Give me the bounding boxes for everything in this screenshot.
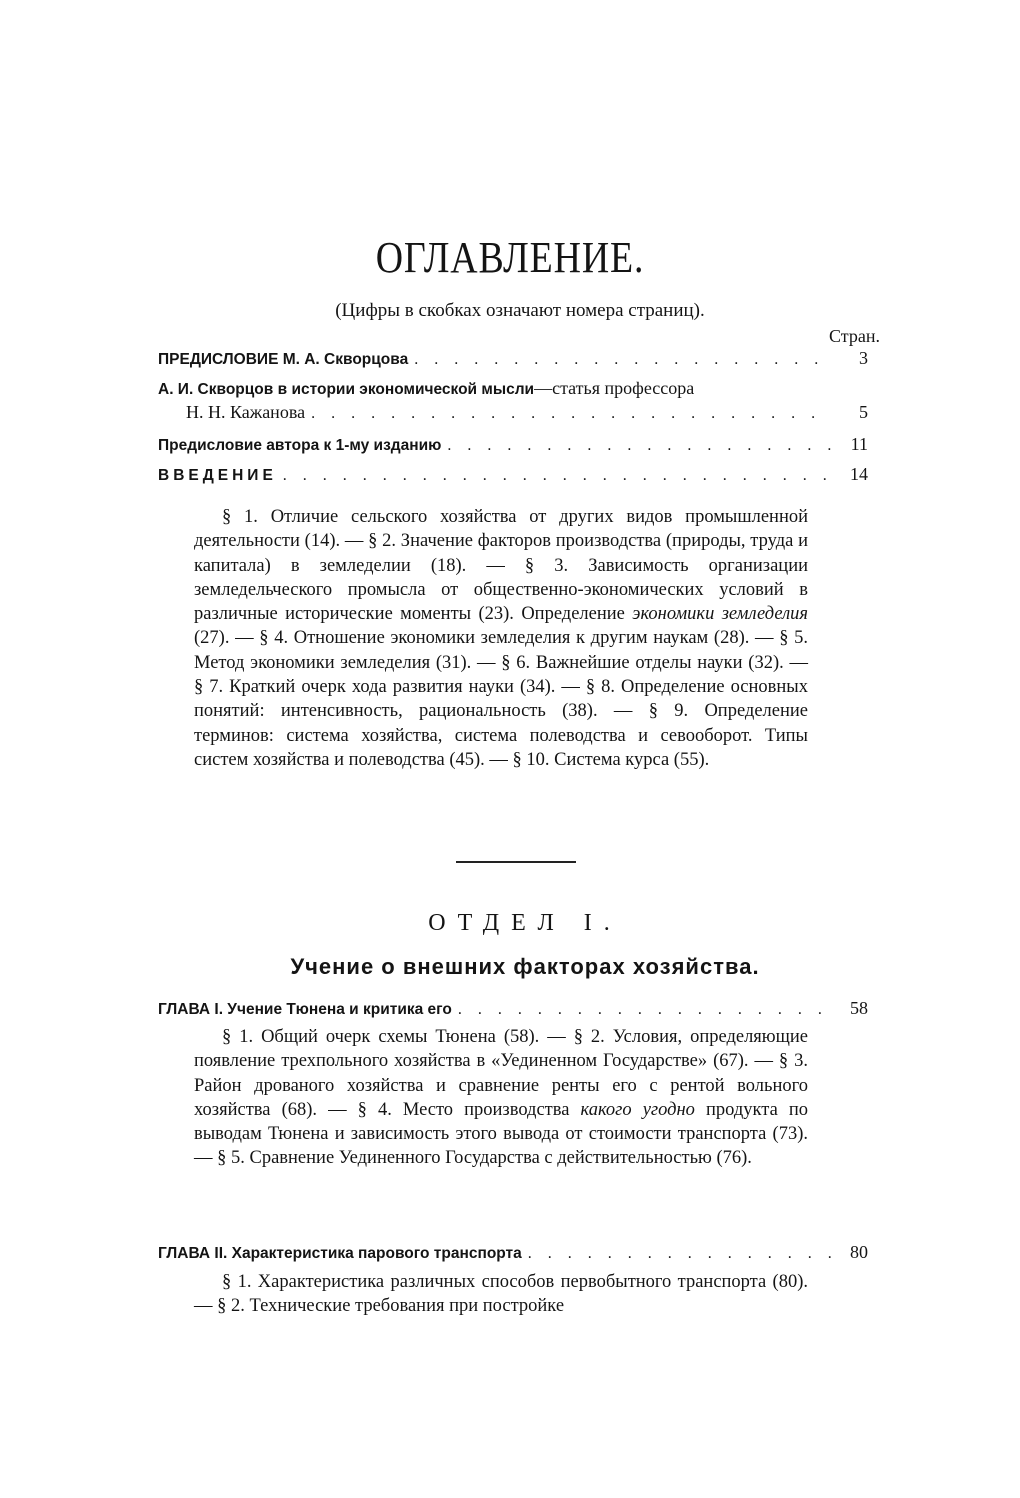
toc-entry-introduction[interactable] xyxy=(158,464,868,485)
dot-leader xyxy=(528,1245,832,1263)
subtitle: (Цифры в скобках означают номера страниц). xyxy=(335,300,705,321)
introduction-text-part1: § 1. Отличие сельского хозяйства от других видов промышленной деятельности (14). — § 2. Значение факторов производства (природы, труда и капитала) в земледелии (18). — § 3. Зависимость организации земледельческого промысла от общественно-экономических условий в различные исторические моменты (23). Определение xyxy=(194,507,808,625)
toc-entry-page: 14 xyxy=(850,464,868,484)
toc-entry-chapter-2[interactable] xyxy=(158,1242,868,1263)
toc-entry-label-bold: А. И. Скворцов в истории экономической мысли xyxy=(158,381,535,398)
dot-leader xyxy=(283,467,832,485)
toc-entry-label: ГЛАВА II. Характеристика парового транспорта xyxy=(158,1245,522,1262)
chapter-1-contents xyxy=(194,1025,808,1171)
introduction-text-italic: экономики земледелия xyxy=(632,604,809,625)
toc-entry-label-line2: Н. Н. Кажанова xyxy=(186,402,306,422)
toc-entry-page: 80 xyxy=(850,1242,868,1262)
toc-entry-label: Предисловие автора к 1-му изданию xyxy=(158,437,442,454)
dot-leader xyxy=(458,1001,832,1019)
toc-entry-author-preface[interactable] xyxy=(158,434,868,455)
divider-rule xyxy=(456,861,576,863)
page-title: ОГЛАВЛЕНИЕ. xyxy=(375,233,645,282)
toc-entry-page: 58 xyxy=(850,998,868,1018)
dot-leader xyxy=(414,351,832,369)
chapter-1-text-italic: какого угодно xyxy=(580,1099,695,1120)
introduction-contents xyxy=(194,505,808,772)
chapter-2-contents: § 1. Характеристика различных способов первобытного транспорта (80). — § 2. Технические требования при постройке xyxy=(194,1272,808,1317)
toc-entry-page: 3 xyxy=(859,348,868,368)
dot-leader xyxy=(311,405,832,423)
toc-entry-line1 xyxy=(158,378,868,399)
toc-entry-page: 11 xyxy=(850,434,868,454)
toc-entry-label: ПРЕДИСЛОВИЕ М. А. Скворцова xyxy=(158,351,409,368)
toc-entry-preface-skvortsov[interactable] xyxy=(158,348,868,369)
section-title: Учение о внешних факторах хозяйства. xyxy=(290,954,760,979)
toc-entry-chapter-1[interactable] xyxy=(158,998,868,1019)
toc-entry-label-rest: —статья профессора xyxy=(534,378,695,398)
toc-entry-article-kazhanov[interactable] xyxy=(158,378,868,423)
toc-entry-page: 5 xyxy=(859,402,868,422)
chapter-1-text-part2: продукта по выводам Тюнена и зависимость этого вывода от стоимости транспорта (73).— § 5. Сравнение Уединенного Государства с действительностью (76). xyxy=(194,1099,808,1169)
introduction-text-part2: (27). — § 4. Отношение экономики земледелия к другим наукам (28). — § 5. Метод экономики земледелия (31). — § 6. Важнейшие отделы науки (32). — § 7. Краткий очерк хода развития науки (34). — § 8. Определение основных понятий: интенсивность, рациональность (38). — § 9. Определение терминов: система хозяйства, система полеводства и севооборот. Типы систем хозяйства и полеводства (45). — § 10. Система курса (55). xyxy=(194,628,808,770)
page-column-label: Стран. xyxy=(829,326,880,346)
toc-entry-label: ГЛАВА I. Учение Тюнена и критика его xyxy=(158,1001,452,1018)
section-heading: ОТДЕЛ I. xyxy=(428,910,622,936)
dot-leader xyxy=(447,437,832,455)
toc-entry-line2 xyxy=(158,402,868,423)
chapter-1-text-part1: § 1. Общий очерк схемы Тюнена (58). — § 2. Условия, определяющие появление трехпольного хозяйства в «Уединенном Государстве» (67). — § 3. Район дрованого хозяйства и сравнение ренты его с рентой вольного хозяйства (68). — § 4. Место производства xyxy=(194,1027,808,1120)
toc-entry-label: ВВЕДЕНИЕ xyxy=(158,467,277,484)
